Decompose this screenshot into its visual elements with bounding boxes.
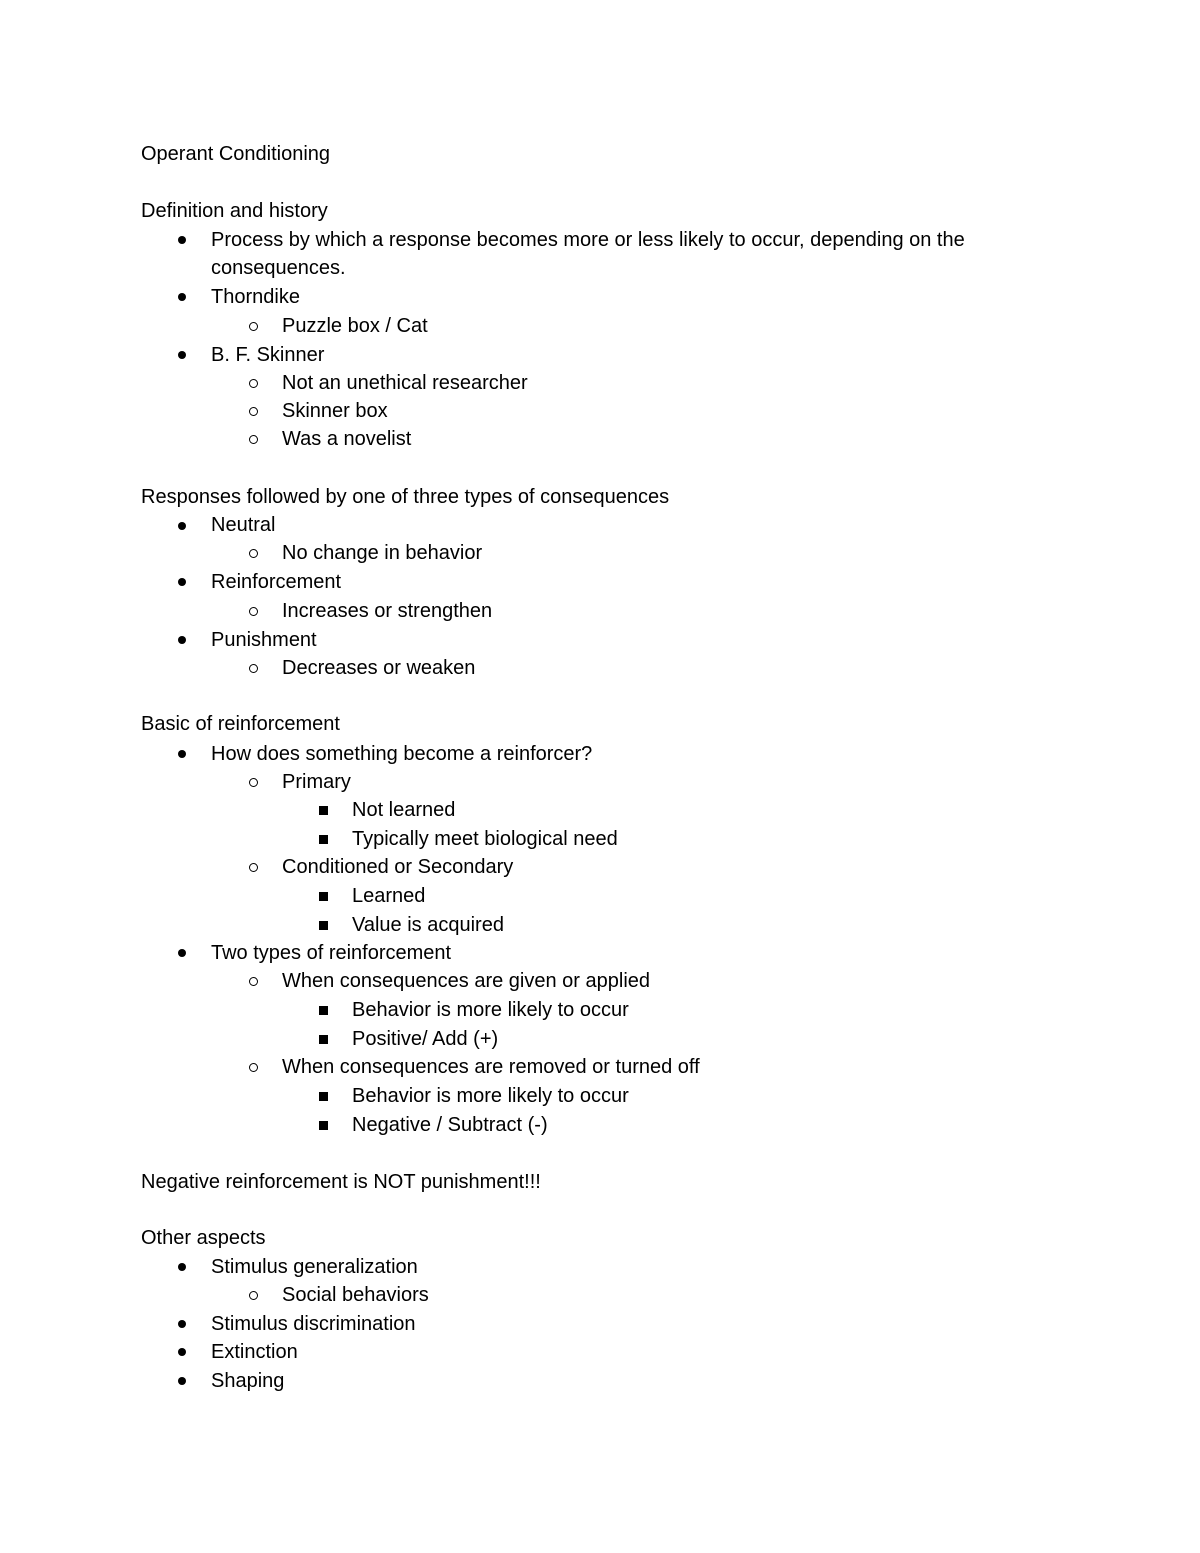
bullet-circle-icon	[249, 863, 258, 872]
document-title: Operant Conditioning	[141, 143, 331, 165]
bullet-square-icon	[319, 892, 328, 901]
section-heading: Other aspects	[141, 1227, 266, 1249]
bullet-circle-icon	[249, 1063, 258, 1072]
bullet-disc-icon	[178, 750, 186, 758]
bullet-disc-icon	[178, 522, 186, 530]
section-heading: Responses followed by one of three types of consequences	[141, 486, 670, 508]
list-item: Stimulus generalization	[211, 1256, 418, 1278]
list-item: Reinforcement	[211, 571, 342, 593]
section-heading: Negative reinforcement is NOT punishment!!!	[141, 1171, 541, 1193]
sub-list-item: Conditioned or Secondary	[282, 856, 514, 878]
sub-list-item: When consequences are removed or turned off	[282, 1056, 700, 1078]
bullet-disc-icon	[178, 636, 186, 644]
section-heading: Basic of reinforcement	[141, 713, 340, 735]
bullet-disc-icon	[178, 578, 186, 586]
list-item: Neutral	[211, 514, 276, 536]
sub-sub-list-item: Not learned	[352, 799, 456, 821]
sub-list-item: Not an unethical researcher	[282, 372, 528, 394]
bullet-circle-icon	[249, 778, 258, 787]
sub-list-item: No change in behavior	[282, 542, 483, 564]
sub-sub-list-item: Typically meet biological need	[352, 828, 618, 850]
bullet-circle-icon	[249, 607, 258, 616]
bullet-disc-icon	[178, 351, 186, 359]
bullet-circle-icon	[249, 1291, 258, 1300]
list-item: Two types of reinforcement	[211, 942, 452, 964]
list-item: Thorndike	[211, 286, 300, 308]
sub-list-item: Social behaviors	[282, 1284, 429, 1306]
sub-list-item: Increases or strengthen	[282, 600, 493, 622]
bullet-circle-icon	[249, 664, 258, 673]
sub-sub-list-item: Negative / Subtract (-)	[352, 1114, 548, 1136]
sub-list-item: Skinner box	[282, 400, 388, 422]
bullet-circle-icon	[249, 379, 258, 388]
bullet-square-icon	[319, 806, 328, 815]
bullet-circle-icon	[249, 407, 258, 416]
sub-sub-list-item: Positive/ Add (+)	[352, 1028, 499, 1050]
bullet-circle-icon	[249, 435, 258, 444]
bullet-disc-icon	[178, 236, 186, 244]
list-item: Punishment	[211, 629, 317, 651]
list-item: Stimulus discrimination	[211, 1313, 416, 1335]
list-item: B. F. Skinner	[211, 344, 325, 366]
list-item: Extinction	[211, 1341, 298, 1363]
list-item: Shaping	[211, 1370, 285, 1392]
sub-sub-list-item: Value is acquired	[352, 914, 504, 936]
bullet-disc-icon	[178, 1263, 186, 1271]
list-item: Process by which a response becomes more or less likely to occur, depending on the	[211, 229, 965, 251]
sub-list-item: Was a novelist	[282, 428, 412, 450]
sub-sub-list-item: Behavior is more likely to occur	[352, 1085, 629, 1107]
bullet-square-icon	[319, 1121, 328, 1130]
bullet-circle-icon	[249, 549, 258, 558]
sub-list-item: Decreases or weaken	[282, 657, 476, 679]
section-heading: Definition and history	[141, 200, 328, 222]
sub-list-item: Primary	[282, 771, 351, 793]
bullet-disc-icon	[178, 1348, 186, 1356]
bullet-disc-icon	[178, 293, 186, 301]
bullet-disc-icon	[178, 949, 186, 957]
bullet-disc-icon	[178, 1377, 186, 1385]
bullet-square-icon	[319, 921, 328, 930]
sub-list-item: When consequences are given or applied	[282, 970, 651, 992]
bullet-square-icon	[319, 1092, 328, 1101]
bullet-circle-icon	[249, 977, 258, 986]
bullet-square-icon	[319, 1035, 328, 1044]
bullet-circle-icon	[249, 322, 258, 331]
bullet-square-icon	[319, 835, 328, 844]
bullet-square-icon	[319, 1006, 328, 1015]
sub-sub-list-item: Behavior is more likely to occur	[352, 999, 629, 1021]
sub-sub-list-item: Learned	[352, 885, 426, 907]
list-item: How does something become a reinforcer?	[211, 743, 593, 765]
sub-list-item: Puzzle box / Cat	[282, 315, 428, 337]
list-item-continuation: consequences.	[211, 257, 346, 279]
bullet-disc-icon	[178, 1320, 186, 1328]
